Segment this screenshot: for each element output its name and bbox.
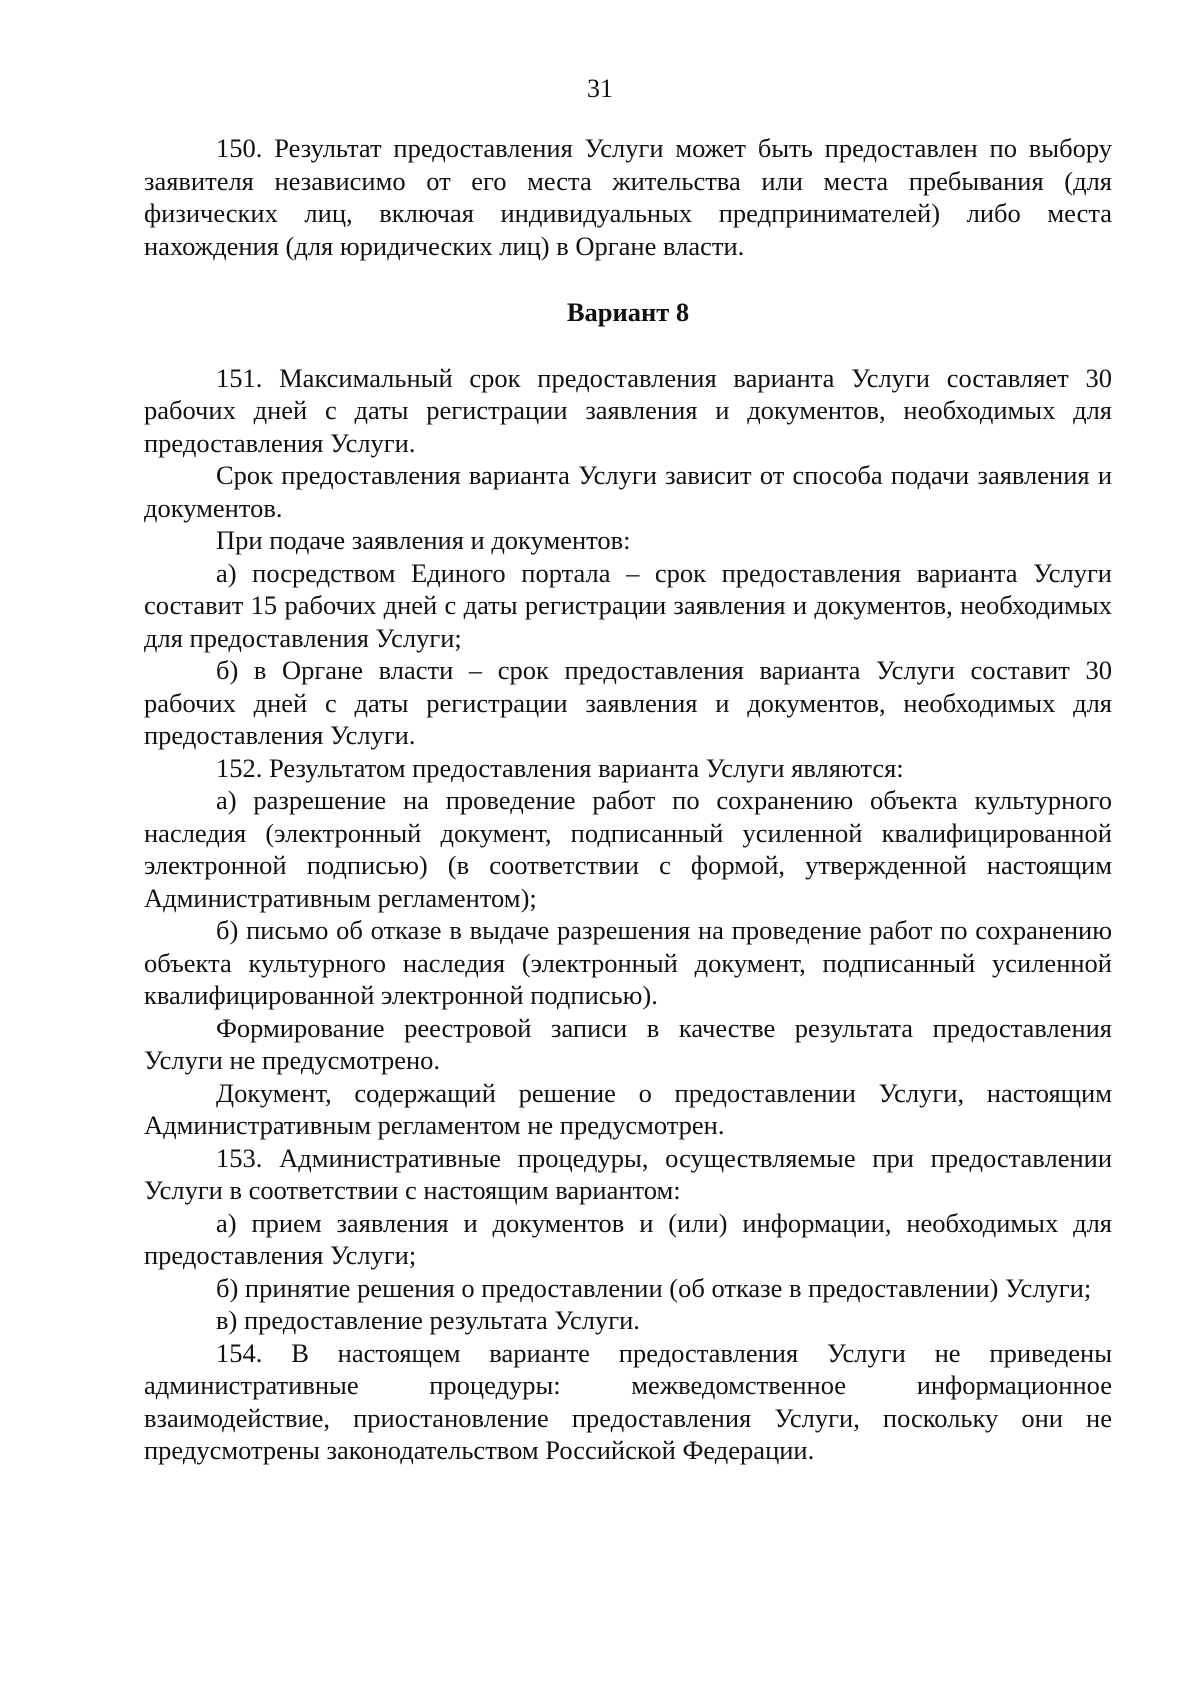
- paragraph-151-item-a: а) посредством Единого портала – срок предоставления варианта Услуги составит 15 рабочих дней с даты регистрации заявления и документов, необходимых для предоставления Услуги;: [144, 557, 1112, 653]
- paragraph-153-item-a: а) прием заявления и документов и (или) информации, необходимых для предоставления Услуги;: [144, 1207, 1112, 1270]
- paragraph-153: 153. Административные процедуры, осуществляемые при предоставлении Услуги в соответствии с настоящим вариантом:: [144, 1142, 1112, 1205]
- paragraph-151-when: При подаче заявления и документов:: [216, 525, 631, 555]
- paragraph-152-registry: Формирование реестровой записи в качестве результата предоставления Услуги не предусмотрено.: [144, 1012, 1112, 1075]
- paragraph-150: 150. Результат предоставления Услуги может быть предоставлен по выбору заявителя независимо от его места жительства или места пребывания (для физических лиц, включая индивидуальных предпринимателей) либо места нахождения (для юридических лиц) в Органе власти.: [144, 133, 1112, 261]
- paragraph-151: 151. Максимальный срок предоставления варианта Услуги составляет 30 рабочих дней с даты регистрации заявления и документов, необходимых для предоставления Услуги.: [144, 362, 1112, 458]
- paragraph-153-item-c: в) предоставление результата Услуги.: [216, 1305, 640, 1335]
- paragraph-152-document: Документ, содержащий решение о предоставлении Услуги, настоящим Административным регламентом не предусмотрен.: [144, 1077, 1112, 1140]
- paragraph-153-item-b: б) принятие решения о предоставлении (об отказе в предоставлении) Услуги;: [216, 1272, 1092, 1303]
- paragraph-151-term: Срок предоставления варианта Услуги зависит от способа подачи заявления и документов.: [144, 460, 1112, 523]
- page-number: 31: [587, 74, 613, 103]
- paragraph-152-item-b: б) письмо об отказе в выдаче разрешения на проведение работ по сохранению объекта культурного наследия (электронный документ, подписанный усиленной квалифицированной электронной подписью).: [144, 915, 1112, 1010]
- paragraph-154: 154. В настоящем варианте предоставления Услуги не приведены административные процедуры: межведомственное информационное взаимодействие, приостановление предоставления Услуги, поскольку они не предусмотрены законодательством Российской Федерации.: [144, 1337, 1112, 1465]
- paragraph-152-item-a: а) разрешение на проведение работ по сохранению объекта культурного наследия (электронный документ, подписанный усиленной квалифицированной электронной подписью) (в соответствии с формой, утвержденной настоящим Административным регламентом);: [144, 785, 1112, 913]
- document-body: [144, 132, 1112, 1467]
- paragraph-151-item-b: б) в Органе власти – срок предоставления варианта Услуги составит 30 рабочих дней с даты регистрации заявления и документов, необходимых для предоставления Услуги.: [144, 655, 1112, 750]
- section-heading: Вариант 8: [566, 297, 690, 327]
- paragraph-152: 152. Результатом предоставления варианта Услуги являются:: [216, 752, 904, 783]
